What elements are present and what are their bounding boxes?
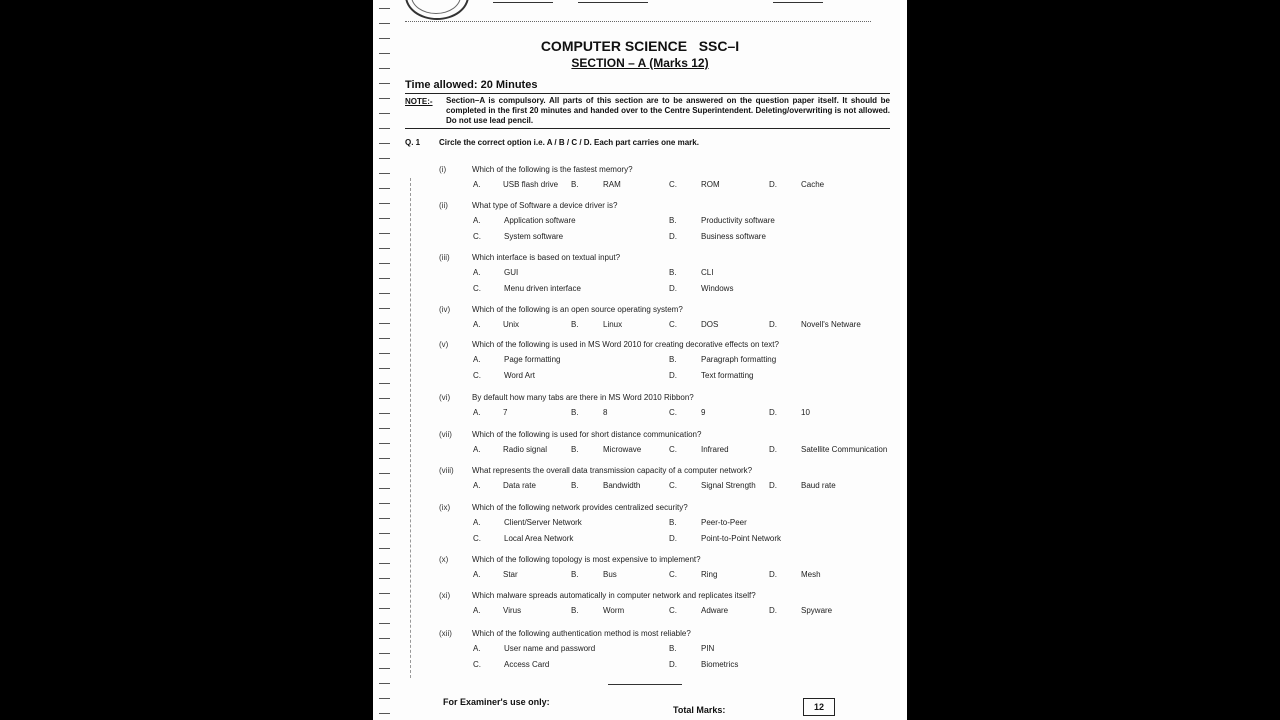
question-text: Which of the following is an open source operating system? xyxy=(472,305,683,314)
question-item-number: (vi) xyxy=(439,393,451,402)
option-letter: D. xyxy=(769,481,777,490)
ruler-tick xyxy=(379,383,390,384)
ruler-tick xyxy=(379,23,390,24)
ruler-tick xyxy=(379,368,390,369)
option-b: Bus xyxy=(603,570,617,579)
ruler-tick xyxy=(379,593,390,594)
total-marks-box: 12 xyxy=(803,698,835,716)
option-letter: D. xyxy=(769,408,777,417)
note-label: NOTE:- xyxy=(405,97,433,106)
option-letter: D. xyxy=(769,445,777,454)
ruler-tick xyxy=(379,488,390,489)
option-letter: A. xyxy=(473,355,481,364)
option-letter: C. xyxy=(473,534,481,543)
option-b: PIN xyxy=(701,644,715,653)
option-c: Ring xyxy=(701,570,718,579)
time-allowed: Time allowed: 20 Minutes xyxy=(405,79,538,91)
option-letter: B. xyxy=(669,644,677,653)
ruler-tick xyxy=(379,623,390,624)
option-letter: D. xyxy=(669,534,677,543)
option-letter: C. xyxy=(473,284,481,293)
option-a: Application software xyxy=(504,216,576,225)
ruler-tick xyxy=(379,158,390,159)
option-letter: C. xyxy=(669,320,677,329)
section-heading xyxy=(373,56,907,70)
question-text: Which of the following network provides centralized security? xyxy=(472,503,688,512)
ruler-tick xyxy=(379,323,390,324)
option-letter: C. xyxy=(669,408,677,417)
ruler-tick xyxy=(379,113,390,114)
ruler-tick xyxy=(379,608,390,609)
option-c: Signal Strength xyxy=(701,481,756,490)
ruler-tick xyxy=(379,428,390,429)
option-a: Data rate xyxy=(503,481,536,490)
option-letter: B. xyxy=(669,355,677,364)
class-level: SSC–I xyxy=(698,38,740,54)
option-letter: D. xyxy=(769,320,777,329)
ruler-tick xyxy=(379,563,390,564)
option-d: Novell's Netware xyxy=(801,320,861,329)
ruler-tick xyxy=(379,233,390,234)
option-c: Infrared xyxy=(701,445,729,454)
option-letter: A. xyxy=(473,408,481,417)
ruler-tick xyxy=(379,293,390,294)
option-d: Windows xyxy=(701,284,734,293)
option-c: Menu driven interface xyxy=(504,284,581,293)
question-item-number: (ii) xyxy=(439,201,448,210)
ruler-tick xyxy=(379,203,390,204)
question-text: What represents the overall data transmission capacity of a computer network? xyxy=(472,466,753,475)
option-b: Worm xyxy=(603,606,625,615)
option-c: ROM xyxy=(701,180,720,189)
option-a: 7 xyxy=(503,408,508,417)
ruler-tick xyxy=(379,638,390,639)
option-letter: C. xyxy=(473,371,481,380)
ruler-tick xyxy=(379,473,390,474)
question-item-number: (x) xyxy=(439,555,449,564)
question-item-number: (i) xyxy=(439,165,447,174)
option-letter: D. xyxy=(669,232,677,241)
option-b: Linux xyxy=(603,320,623,329)
option-a: USB flash drive xyxy=(503,180,559,189)
ruler-tick xyxy=(379,353,390,354)
option-letter: B. xyxy=(571,606,579,615)
question-text: Which of the following is used in MS Word 2010 for creating decorative effects on text? xyxy=(472,340,779,349)
question-item-number: (ix) xyxy=(439,503,451,512)
section-label: SECTION – A (Marks 12) xyxy=(571,56,709,70)
option-letter: A. xyxy=(473,606,481,615)
question-item-number: (viii) xyxy=(439,466,454,475)
option-letter: A. xyxy=(473,644,481,653)
option-letter: A. xyxy=(473,481,481,490)
ruler-tick xyxy=(379,683,390,684)
option-d: Baud rate xyxy=(801,481,836,490)
option-letter: B. xyxy=(571,180,579,189)
option-a: Unix xyxy=(503,320,520,329)
option-letter: B. xyxy=(669,268,677,277)
ruler-tick xyxy=(379,218,390,219)
option-d: Spyware xyxy=(801,606,833,615)
option-b: Microwave xyxy=(603,445,642,454)
option-a: Radio signal xyxy=(503,445,548,454)
left-bracket xyxy=(410,178,412,678)
ruler-tick xyxy=(379,668,390,669)
option-letter: C. xyxy=(473,660,481,669)
option-letter: B. xyxy=(571,445,579,454)
option-d: Point-to-Point Network xyxy=(701,534,782,543)
question-text: Which of the following topology is most expensive to implement? xyxy=(472,555,701,564)
option-letter: B. xyxy=(669,518,677,527)
question-instruction: Circle the correct option i.e. A / B / C / D. Each part carries one mark. xyxy=(439,138,699,147)
option-letter: C. xyxy=(669,481,677,490)
option-b: RAM xyxy=(603,180,621,189)
option-d: Text formatting xyxy=(701,371,754,380)
ruler-tick xyxy=(379,548,390,549)
option-b: 8 xyxy=(603,408,608,417)
option-letter: D. xyxy=(669,284,677,293)
signature-line xyxy=(578,2,648,3)
option-d: Business software xyxy=(701,232,766,241)
question-item-number: (iv) xyxy=(439,305,451,314)
option-letter: B. xyxy=(571,408,579,417)
ruler-tick xyxy=(379,518,390,519)
ruler-tick xyxy=(379,188,390,189)
option-a: Virus xyxy=(503,606,522,615)
question-item-number: (iii) xyxy=(439,253,450,262)
option-c: Word Art xyxy=(504,371,535,380)
option-letter: A. xyxy=(473,216,481,225)
ruler-tick xyxy=(379,458,390,459)
examiner-label: For Examiner's use only: xyxy=(443,697,550,707)
option-letter: C. xyxy=(473,232,481,241)
option-b: Bandwidth xyxy=(603,481,641,490)
option-letter: D. xyxy=(769,180,777,189)
option-b: Paragraph formatting xyxy=(701,355,777,364)
option-c: System software xyxy=(504,232,564,241)
option-letter: D. xyxy=(769,570,777,579)
ruler-tick xyxy=(379,578,390,579)
option-letter: A. xyxy=(473,445,481,454)
question-text: Which interface is based on textual input? xyxy=(472,253,621,262)
option-letter: A. xyxy=(473,518,481,527)
question-text: What type of Software a device driver is? xyxy=(472,201,618,210)
option-letter: C. xyxy=(669,445,677,454)
option-letter: D. xyxy=(669,371,677,380)
ruler-tick xyxy=(379,413,390,414)
ruler-tick xyxy=(379,278,390,279)
note-text: Section–A is compulsory. All parts of this section are to be answered on the question paper itself. It should be completed in the first 20 minutes and handed over to the Centre Superintendent. Deleting/overwriting is not allowed. Do not use lead pencil. xyxy=(446,96,890,125)
option-letter: B. xyxy=(669,216,677,225)
question-text: Which of the following authentication method is most reliable? xyxy=(472,629,691,638)
ruler-tick xyxy=(379,248,390,249)
question-item-number: (v) xyxy=(439,340,449,349)
ruler-tick xyxy=(379,173,390,174)
ruler-tick xyxy=(379,443,390,444)
ruler-tick xyxy=(379,653,390,654)
option-c: Adware xyxy=(701,606,729,615)
divider xyxy=(405,128,890,129)
ruler-tick xyxy=(379,128,390,129)
option-c: 9 xyxy=(701,408,706,417)
subject-title: COMPUTER SCIENCE xyxy=(540,38,688,54)
ruler-tick xyxy=(379,503,390,504)
ruler-tick xyxy=(379,263,390,264)
margin-ruler xyxy=(373,0,395,720)
total-marks-label: Total Marks: xyxy=(673,705,726,715)
option-b: Productivity software xyxy=(701,216,775,225)
divider xyxy=(405,93,890,94)
cut-line xyxy=(405,21,871,22)
score-line xyxy=(608,684,682,685)
option-a: Client/Server Network xyxy=(504,518,582,527)
option-letter: B. xyxy=(571,570,579,579)
option-a: User name and password xyxy=(504,644,596,653)
option-c: DOS xyxy=(701,320,719,329)
ruler-tick xyxy=(379,8,390,9)
ruler-tick xyxy=(379,308,390,309)
ruler-tick xyxy=(379,338,390,339)
question-paper xyxy=(373,0,907,720)
option-letter: A. xyxy=(473,570,481,579)
question-text: Which malware spreads automatically in computer network and replicates itself? xyxy=(472,591,756,600)
ruler-tick xyxy=(379,83,390,84)
option-a: GUI xyxy=(504,268,519,277)
option-letter: A. xyxy=(473,180,481,189)
option-letter: B. xyxy=(571,481,579,490)
ruler-tick xyxy=(379,98,390,99)
option-letter: C. xyxy=(669,570,677,579)
option-c: Local Area Network xyxy=(504,534,574,543)
option-a: Star xyxy=(503,570,518,579)
option-letter: A. xyxy=(473,320,481,329)
option-letter: B. xyxy=(571,320,579,329)
signature-line xyxy=(773,2,823,3)
option-d: Satellite Communication xyxy=(801,445,888,454)
option-b: CLI xyxy=(701,268,714,277)
question-item-number: (xii) xyxy=(439,629,452,638)
question-item-number: (vii) xyxy=(439,430,452,439)
option-c: Access Card xyxy=(504,660,550,669)
signature-line xyxy=(493,2,553,3)
option-letter: C. xyxy=(669,180,677,189)
option-a: Page formatting xyxy=(504,355,561,364)
option-letter: D. xyxy=(769,606,777,615)
option-d: Biometrics xyxy=(701,660,739,669)
question-text: Which of the following is the fastest memory? xyxy=(472,165,633,174)
ruler-tick xyxy=(379,533,390,534)
question-text: Which of the following is used for short distance communication? xyxy=(472,430,702,439)
question-number: Q. 1 xyxy=(405,138,421,147)
option-letter: D. xyxy=(669,660,677,669)
question-item-number: (xi) xyxy=(439,591,451,600)
option-letter: C. xyxy=(669,606,677,615)
question-text: By default how many tabs are there in MS Word 2010 Ribbon? xyxy=(472,393,694,402)
option-d: Mesh xyxy=(801,570,821,579)
option-d: 10 xyxy=(801,408,810,417)
option-letter: A. xyxy=(473,268,481,277)
ruler-tick xyxy=(379,143,390,144)
ruler-tick xyxy=(379,398,390,399)
ruler-tick xyxy=(379,713,390,714)
ruler-tick xyxy=(379,698,390,699)
option-b: Peer-to-Peer xyxy=(701,518,747,527)
page-title xyxy=(373,38,907,54)
option-d: Cache xyxy=(801,180,825,189)
